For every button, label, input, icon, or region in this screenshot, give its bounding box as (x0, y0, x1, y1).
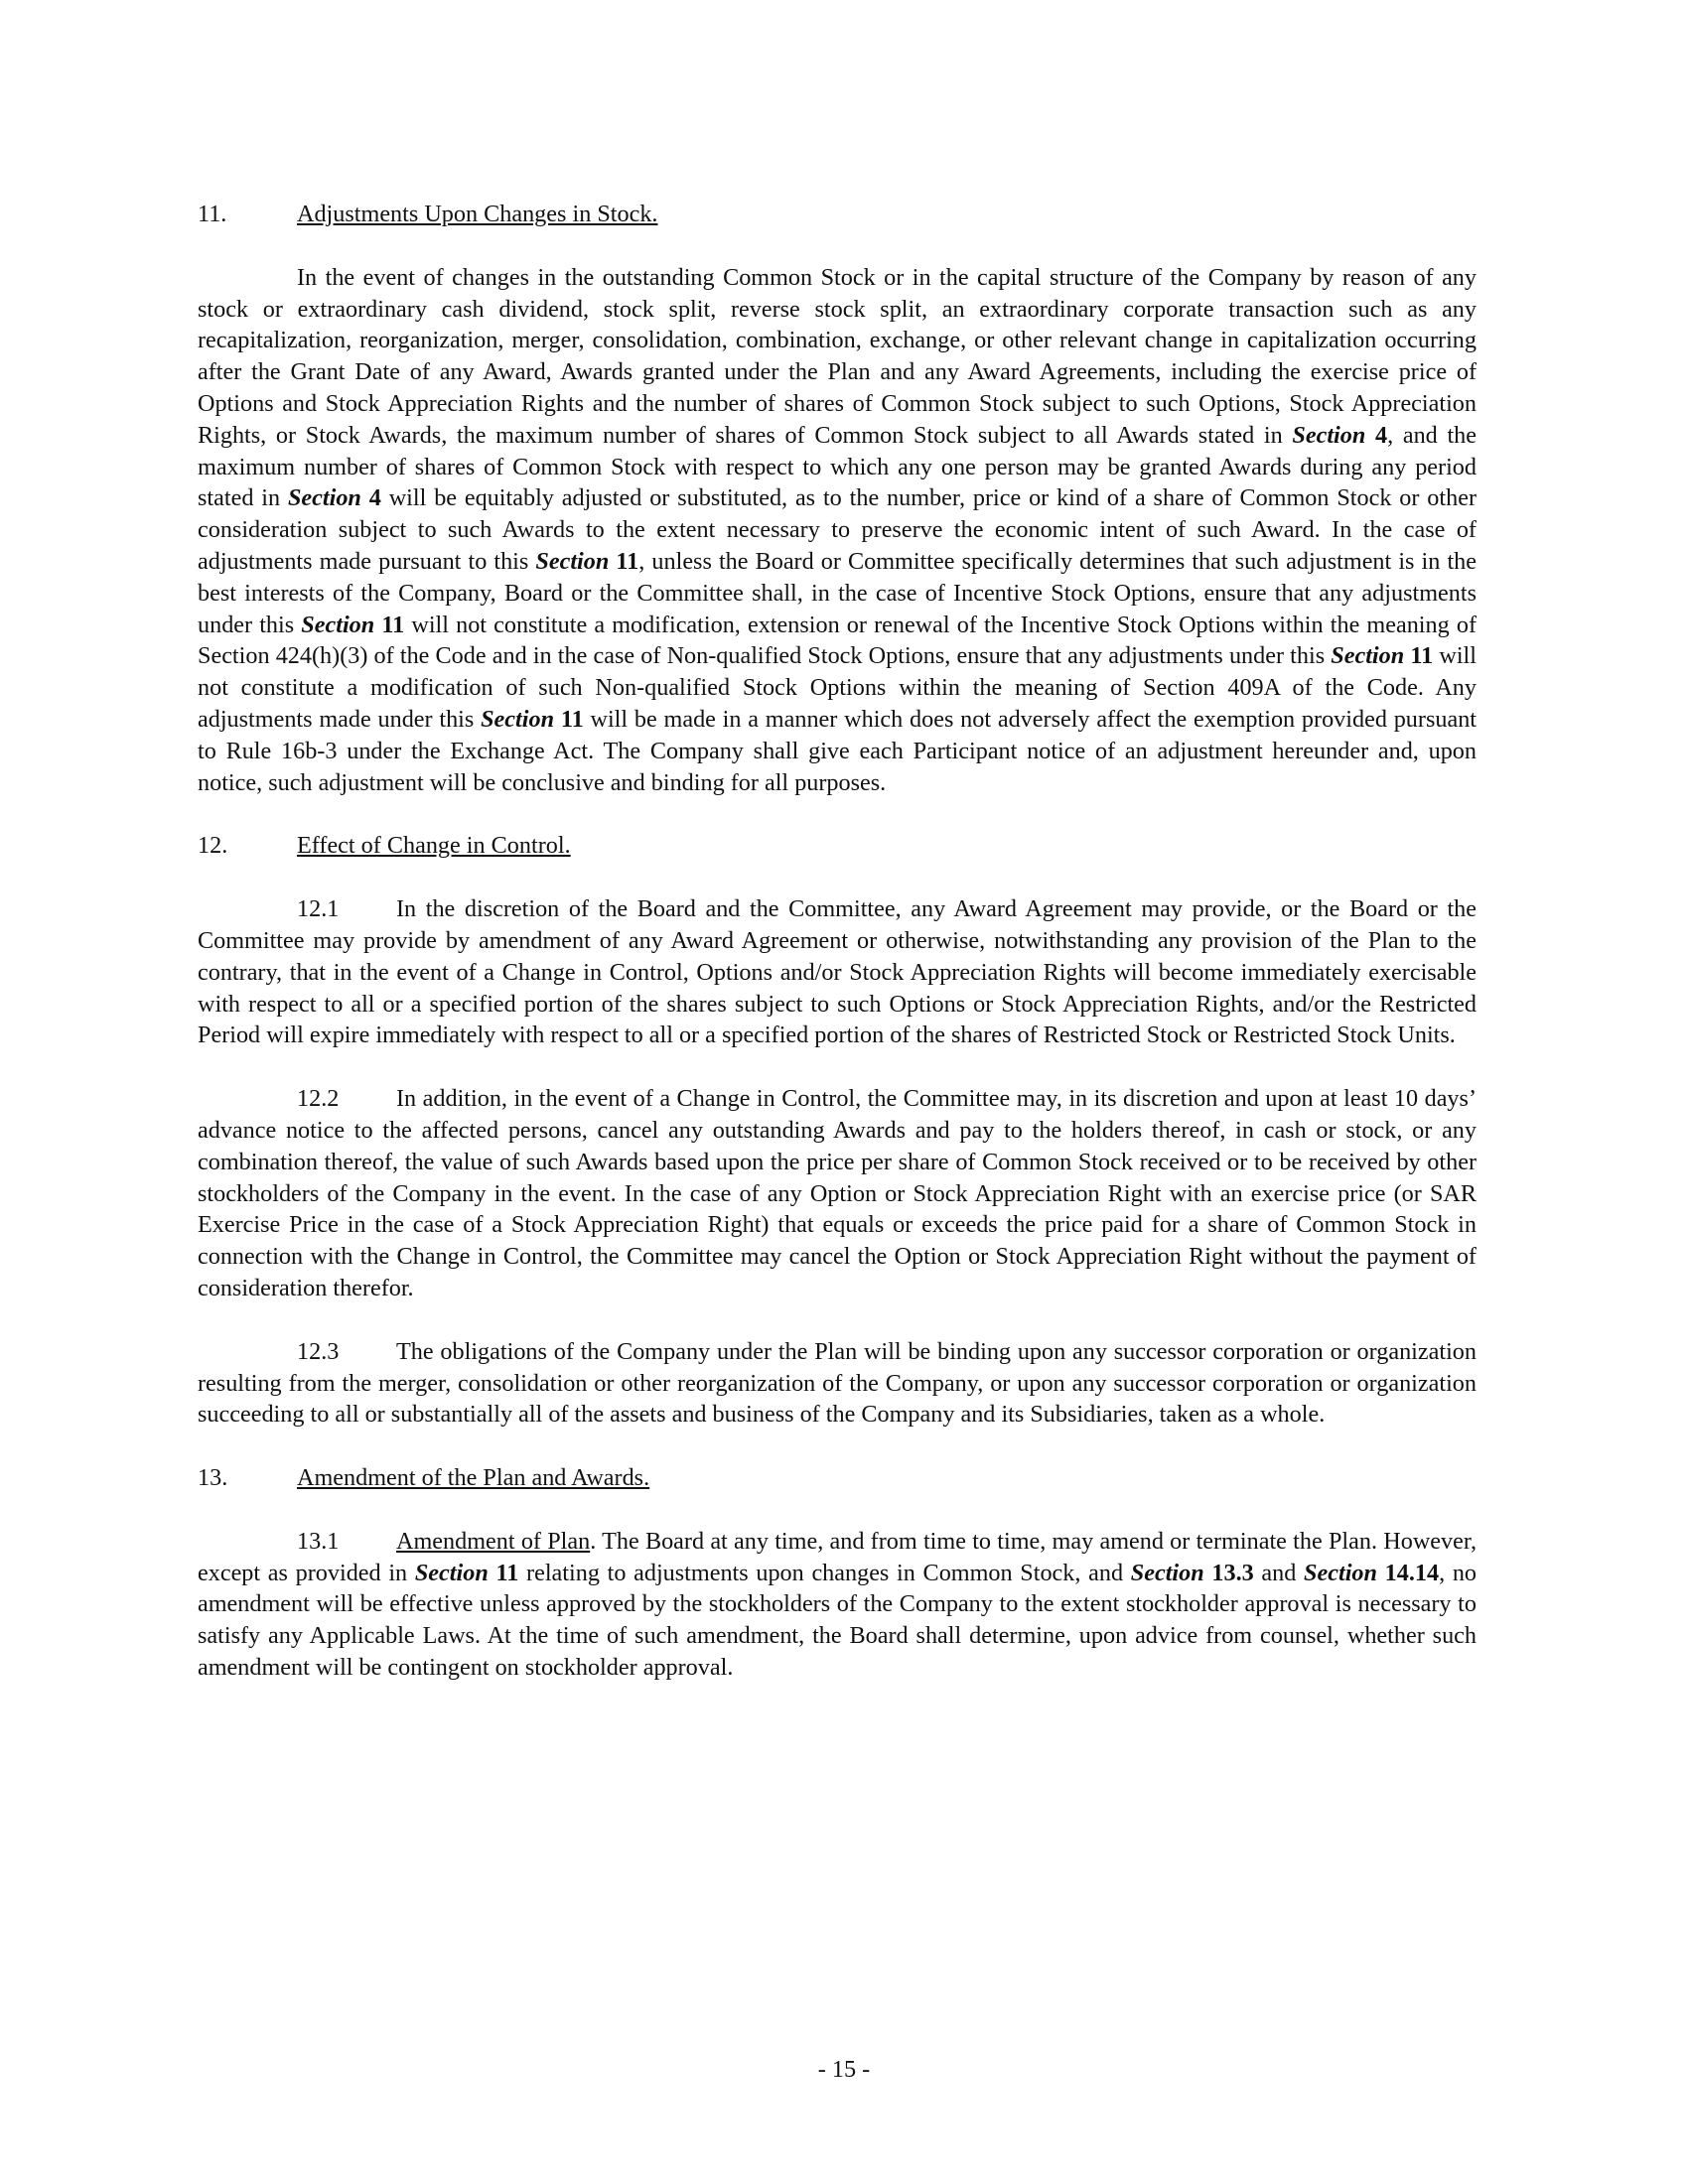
subsection-number: 12.1 (297, 895, 340, 923)
section-reference: Section 4 (1292, 421, 1388, 449)
subsection-12-1: 12.1 In the discretion of the Board and the Committee, any Award Agreement may provide, or the Board or the Committee may provide by amendment of any Award Agreement or otherwise, notwithstanding any provision of the Plan to the contrary, that in the event of a Change in Control, Options and/or Stock Appreciation Rights will become immediately exercisable with respect to all or a specified portion of the shares subject to such Options or Stock Appreciation Rights, and/or the Restricted Period will expire immediately with respect to all or a specified portion of the shares of Restricted Stock or Restricted Stock Units. (198, 895, 1477, 1049)
section-reference: Section 11 (1331, 642, 1434, 670)
subsection-title: Amendment of Plan (396, 1527, 591, 1555)
page-number: - 15 - (817, 2056, 871, 2083)
document-page (198, 199, 1477, 1684)
subsection-13-1: 13.1 Amendment of Plan. The Board at any time, and from time to time, may amend or terminate the Plan. However, except as provided in Section 11 relating to adjustments upon changes in Common Stock, and Section 13.3 and Section 14.14, no amendment will be effective unless approved by the stockholders of the Company to the extent stockholder approval is necessary to satisfy any Applicable Laws. At the time of such amendment, the Board shall determine, upon advice from counsel, whether such amendment will be contingent on stockholder approval. (198, 1527, 1477, 1682)
subsection-number: 12.2 (297, 1085, 340, 1113)
section-number: 12. (198, 832, 228, 860)
section-11-heading (198, 199, 1477, 230)
section-number: 11. (198, 201, 227, 227)
section-12-heading (198, 830, 1477, 862)
subsection-12-2: 12.2 In addition, in the event of a Change in Control, the Committee may, in its discretion and upon at least 10 days’ advance notice to the affected persons, cancel any outstanding Awards and pay to the holders thereof, in cash or stock, or any combination thereof, the value of such Awards based upon the price per share of Common Stock received or to be received by other stockholders of the Company in the event. In the case of any Option or Stock Appreciation Right with an exercise price (or SAR Exercise Price in the case of a Stock Appreciation Right) that equals or exceeds the price paid for a share of Common Stock in connection with the Change in Control, the Committee may cancel the Option or Stock Appreciation Right without the payment of consideration therefor. (198, 1085, 1477, 1301)
section-reference: Section 11 (535, 547, 639, 575)
section-reference: Section 14.14 (1304, 1559, 1440, 1586)
section-reference: Section 11 (481, 705, 584, 733)
section-title: Adjustments Upon Changes in Stock. (297, 201, 658, 227)
section-reference: Section 13.3 (1130, 1559, 1254, 1586)
section-title: Amendment of the Plan and Awards. (297, 1464, 650, 1492)
section-reference: Section 4 (287, 484, 381, 512)
section-13-heading (198, 1462, 1477, 1494)
subsection-12-3: 12.3 The obligations of the Company under the Plan will be binding upon any successor corporation or organization resulting from the merger, consolidation or other reorganization of the Company, or upon any successor corporation or organization succeeding to all or substantially all of the assets and business of the Company and its Subsidiaries, taken as a whole. (198, 1337, 1477, 1429)
section-11-paragraph: In the event of changes in the outstanding Common Stock or in the capital structure of the Company by reason of any stock or extraordinary cash dividend, stock split, reverse stock split, an extraordinary corporate transaction such as any recapitalization, reorganization, merger, consolidation, combination, exchange, or other relevant change in capitalization occurring after the Grant Date of any Award, Awards granted under the Plan and any Award Agreements, including the exercise price of Options and Stock Appreciation Rights and the number of shares of Common Stock subject to such Options, Stock Appreciation Rights, or Stock Awards, the maximum number of shares of Common Stock subject to all Awards stated in Section 4, and the maximum number of shares of Common Stock with respect to which any one person may be granted Awards during any period stated in Section 4 will be equitably adjusted or substituted, as to the number, price or kind of a share of Common Stock or other consideration subject to such Awards to the extent necessary to preserve the economic intent of such Award. In the case of adjustments made pursuant to this Section 11, unless the Board or Committee specifically determines that such adjustment is in the best interests of the Company, Board or the Committee shall, in the case of Incentive Stock Options, ensure that any adjustments under this Section 11 will not constitute a modification, extension or renewal of the Incentive Stock Options within the meaning of Section 424(h)(3) of the Code and in the case of Non-qualified Stock Options, ensure that any adjustments under this Section 11 will not constitute a modification of such Non-qualified Stock Options within the meaning of Section 409A of the Code. Any adjustments made under this Section 11 will be made in a manner which does not adversely affect the exemption provided pursuant to Rule 16b-3 under the Exchange Act. The Company shall give each Participant notice of an adjustment hereunder and, upon notice, such adjustment will be conclusive and binding for all purposes. (198, 263, 1477, 796)
section-number: 13. (198, 1464, 228, 1492)
subsection-number: 12.3 (297, 1337, 340, 1365)
subsection-number: 13.1 (297, 1527, 340, 1555)
section-reference: Section 11 (301, 611, 405, 638)
section-reference: Section 11 (414, 1559, 519, 1586)
section-title: Effect of Change in Control. (297, 832, 571, 860)
